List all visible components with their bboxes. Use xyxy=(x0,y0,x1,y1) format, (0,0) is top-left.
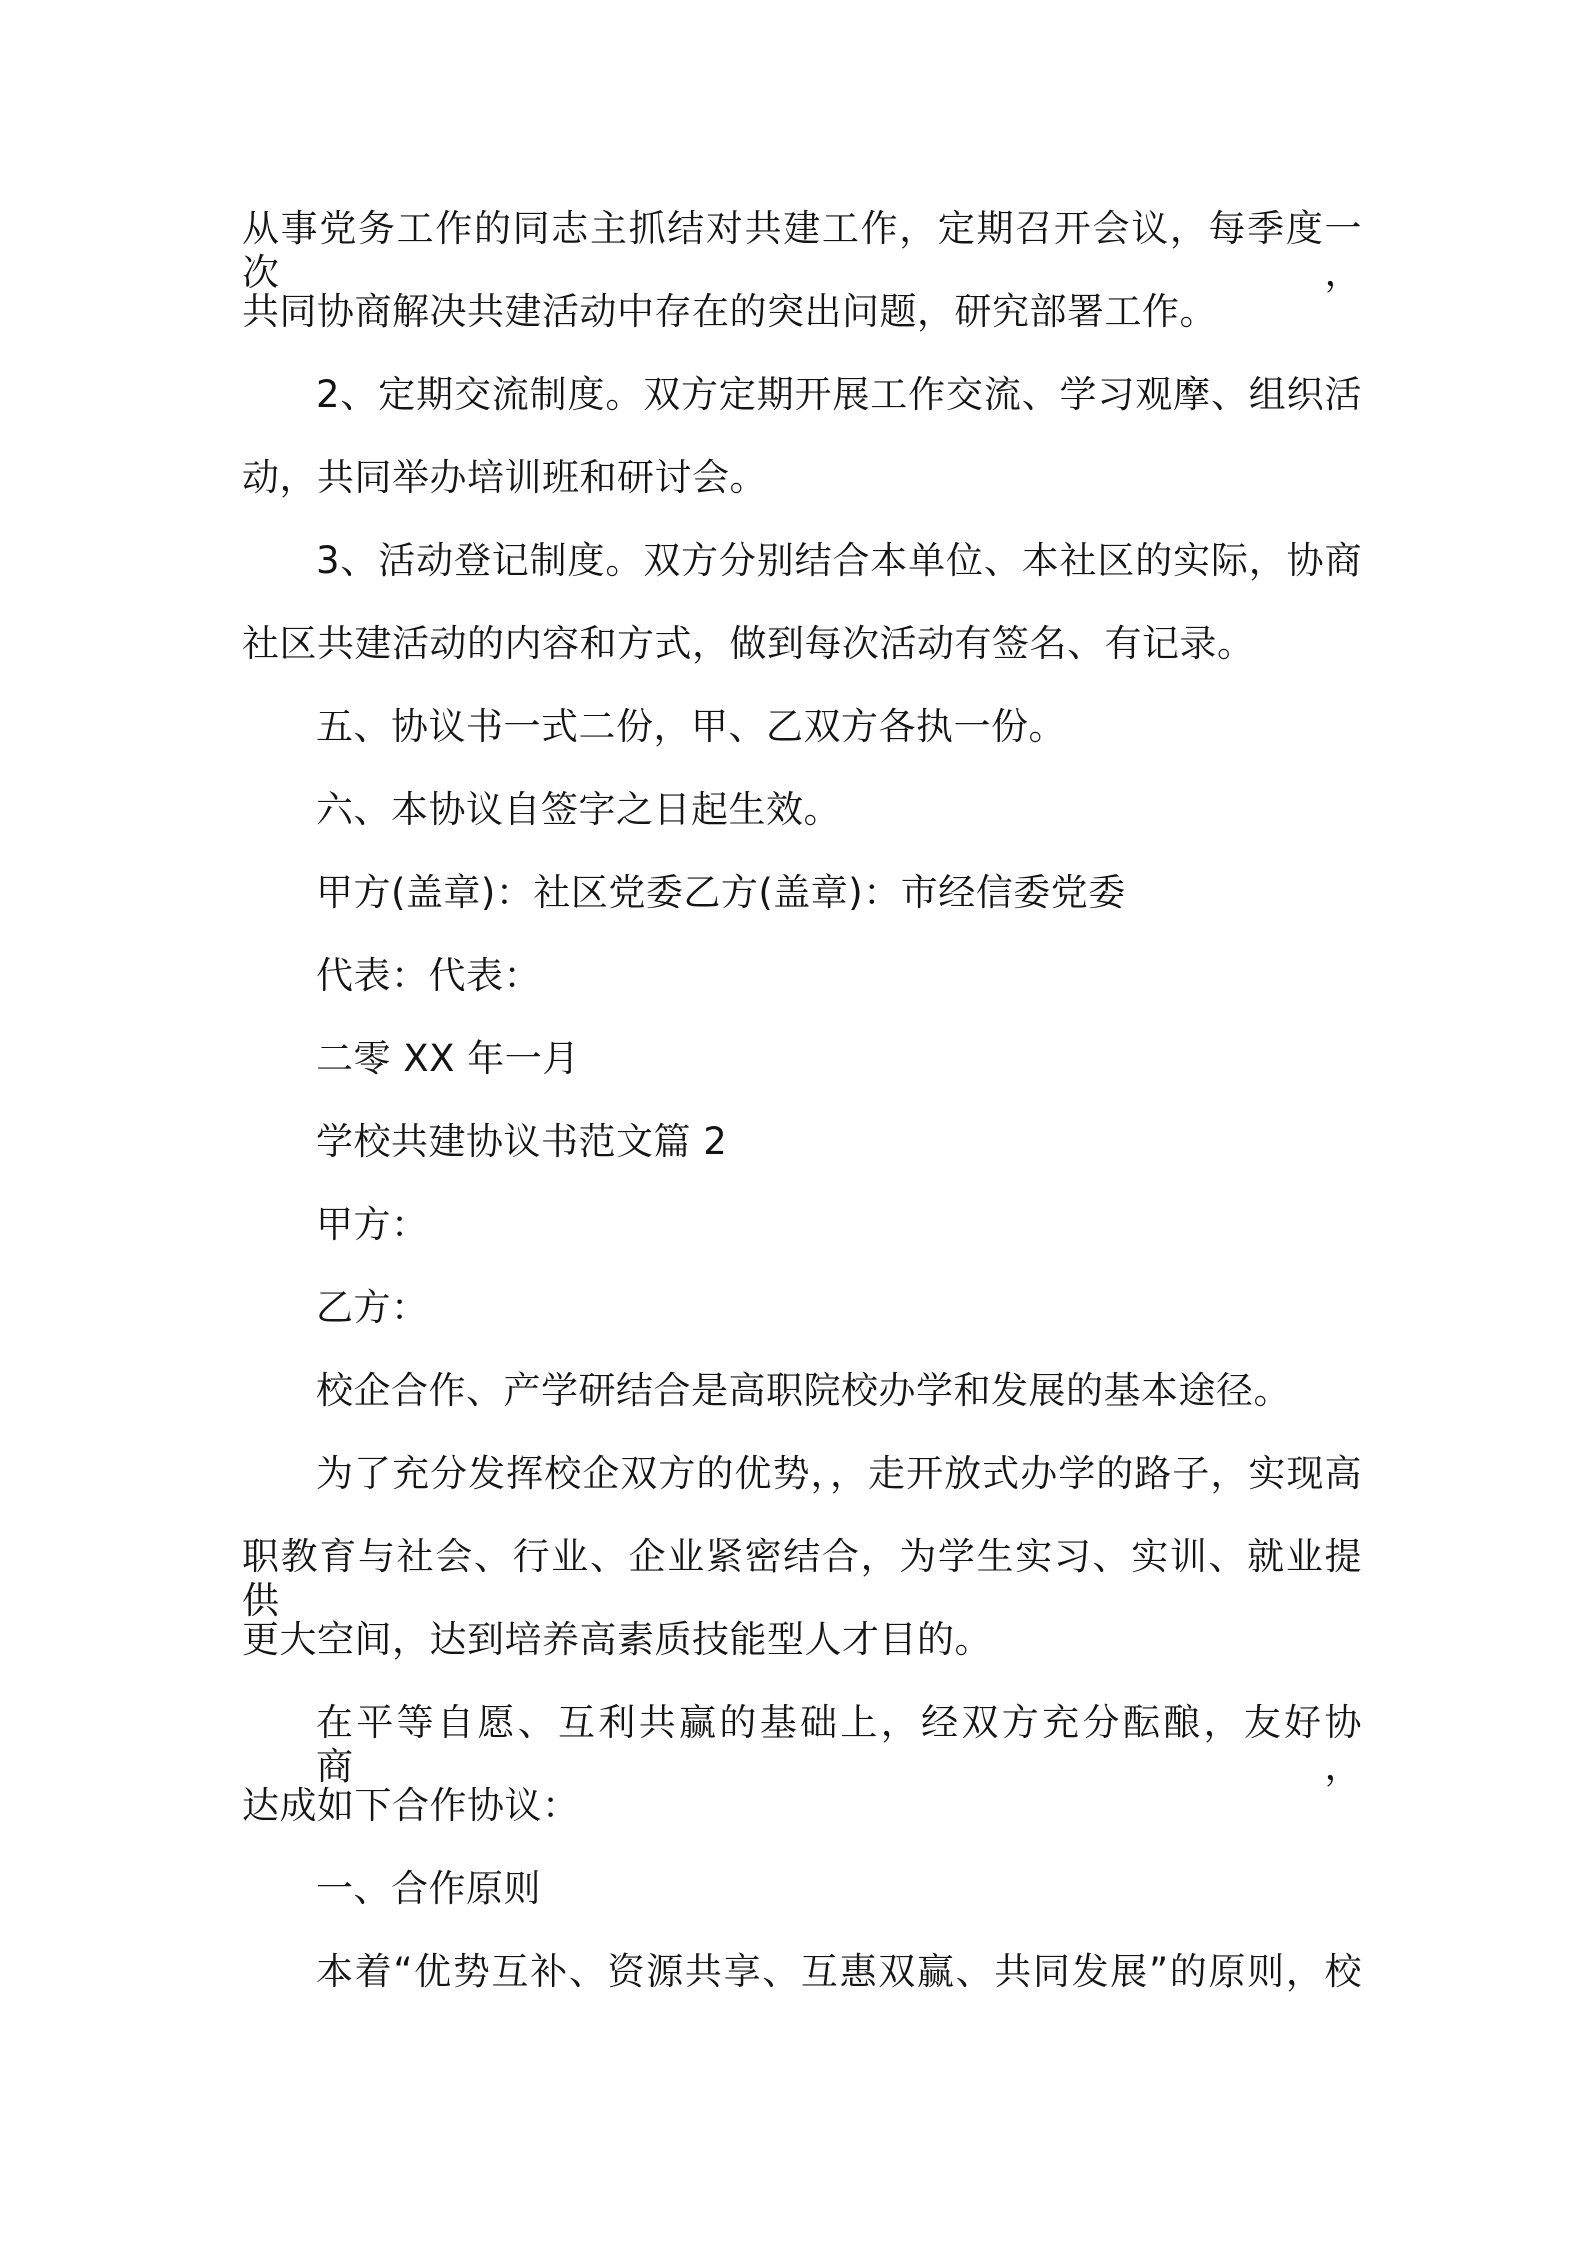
paragraph-line: 五、协议书一式二份，甲、乙双方各执一份。 xyxy=(316,705,1066,748)
paragraph-line: 3、活动登记制度。双方分别结合本单位、本社区的实际，协商 xyxy=(316,539,1362,582)
representatives-line: 代表：代表： xyxy=(316,954,541,997)
party-b-line: 乙方： xyxy=(316,1286,429,1329)
paragraph-line: 为了充分发挥校企双方的优势，，走开放式办学的路子，实现高 xyxy=(316,1452,1362,1495)
paragraph-line: 在平等自愿、互利共赢的基础上，经双方充分酝酿，友好协商， xyxy=(316,1701,1362,1788)
section-heading: 一、合作原则 xyxy=(316,1867,541,1910)
paragraph-line: 职教育与社会、行业、企业紧密结合，为学生实习、实训、就业提供 xyxy=(242,1535,1362,1622)
paragraph-line: 共同协商解决共建活动中存在的突出问题，研究部署工作。 xyxy=(242,290,1217,333)
paragraph-line: 更大空间，达到培养高素质技能型人才目的。 xyxy=(242,1618,992,1661)
paragraph-line: 动，共同举办培训班和研讨会。 xyxy=(242,456,767,499)
paragraph-line: 从事党务工作的同志主抓结对共建工作，定期召开会议，每季度一次， xyxy=(242,207,1362,294)
paragraph-line: 2、定期交流制度。双方定期开展工作交流、学习观摩、组织活 xyxy=(316,373,1362,416)
section-title: 学校共建协议书范文篇 2 xyxy=(316,1120,728,1163)
paragraph-line: 六、本协议自签字之日起生效。 xyxy=(316,788,841,831)
signature-parties-line: 甲方(盖章)：社区党委乙方(盖章)：市经信委党委 xyxy=(316,871,1126,914)
paragraph-line: 社区共建活动的内容和方式，做到每次活动有签名、有记录。 xyxy=(242,622,1255,665)
paragraph-line: 校企合作、产学研结合是高职院校办学和发展的基本途径。 xyxy=(316,1369,1291,1412)
date-line: 二零 XX 年一月 xyxy=(316,1037,580,1080)
party-a-line: 甲方： xyxy=(316,1203,429,1246)
paragraph-line: 达成如下合作协议： xyxy=(242,1784,580,1827)
paragraph-line: 本着“优势互补、资源共享、互惠双赢、共同发展”的原则，校 xyxy=(316,1950,1362,1993)
